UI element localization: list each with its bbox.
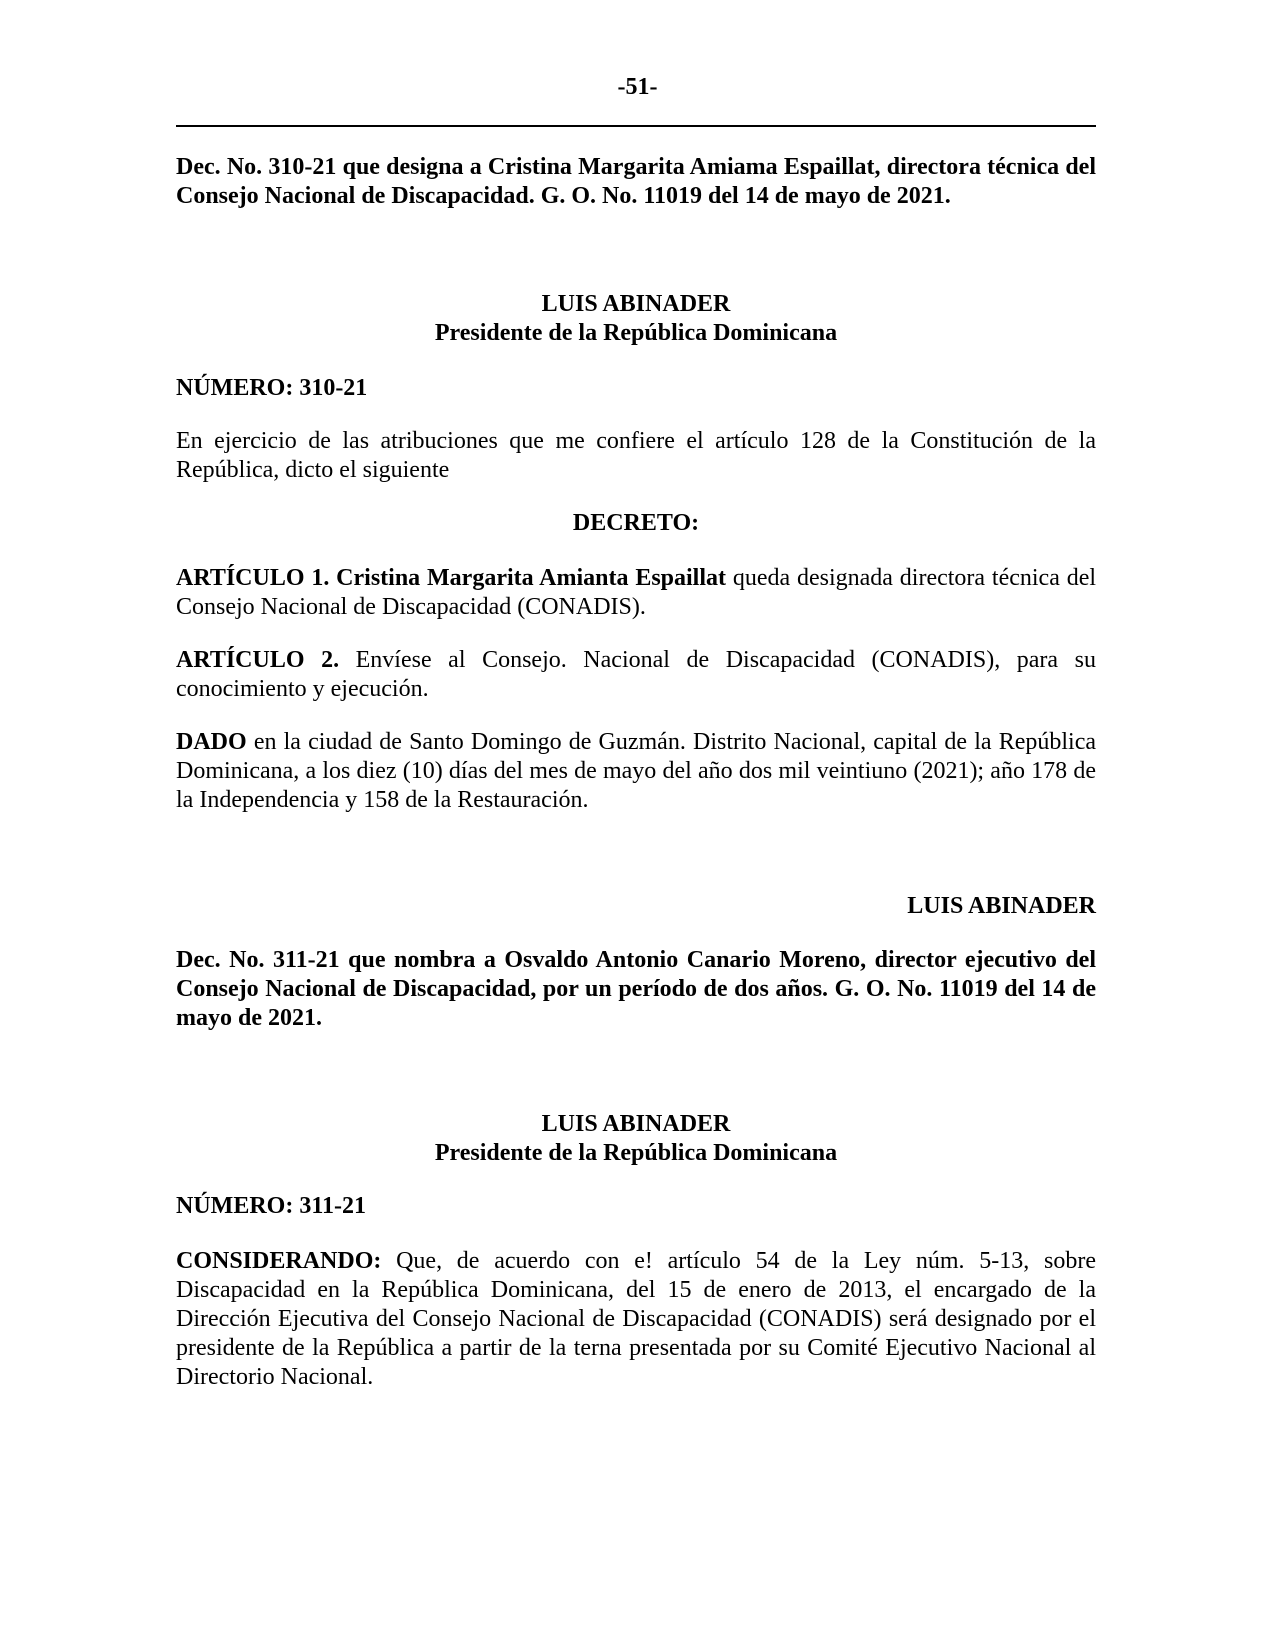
president-title-2: Presidente de la República Dominicana <box>434 1140 838 1166</box>
decreto-label: DECRETO: <box>572 510 700 536</box>
decree-intro: En ejercicio de las atribuciones que me confiere el artículo 128 de la Constitución de la República, dicto el siguiente <box>176 428 1096 483</box>
president-name: LUIS ABINADER <box>541 291 731 317</box>
decree-number-2: NÚMERO: 311-21 <box>176 1193 366 1219</box>
president-title: Presidente de la República Dominicana <box>434 320 838 346</box>
article-1-text: queda designada directora técnica del Consejo Nacional de Discapacidad (CONADIS). <box>176 565 1097 620</box>
header-rule <box>176 125 1096 127</box>
president-block <box>176 290 1096 348</box>
considerando-label: CONSIDERANDO: <box>176 1248 382 1274</box>
considerando-paragraph <box>176 1247 1096 1392</box>
page-number: -51- <box>617 74 658 100</box>
article-2 <box>176 646 1096 704</box>
president-block-2 <box>176 1110 1096 1168</box>
article-2-label: ARTÍCULO 2. <box>176 647 340 673</box>
president-name-2: LUIS ABINADER <box>541 1111 731 1137</box>
signature: LUIS ABINADER <box>907 893 1096 919</box>
considerando-text: Que, de acuerdo con e! artículo 54 de la Ley núm. 5-13, sobre Discapacidad en la República Dominicana, del 15 de enero de 2013, el encargado de la Dirección Ejecutiva del Consejo Nacional de Discapacidad (CONADIS) será designado por el presidente de la República a partir de la terna presentada por su Comité Ejecutivo Nacional al Directorio Nacional. <box>176 1248 1096 1390</box>
decree-number: NÚMERO: 310-21 <box>176 375 368 401</box>
decree-heading: Dec. No. 310-21 que designa a Cristina Margarita Amiama Espaillat, directora técnica del Consejo Nacional de Discapacidad. G. O. No. 11019 del 14 de mayo de 2021. <box>176 154 1096 209</box>
article-2-text: Envíese al Consejo. Nacional de Discapacidad (CONADIS), para su conocimiento y ejecución. <box>176 647 1096 702</box>
decree-heading-2: Dec. No. 311-21 que nombra a Osvaldo Antonio Canario Moreno, director ejecutivo del Consejo Nacional de Discapacidad, por un período de dos años. G. O. No. 11019 del 14 de mayo de 2021. <box>176 947 1096 1031</box>
article-1-label: ARTÍCULO 1. Cristina Margarita Amianta Espaillat <box>176 565 727 591</box>
article-1 <box>176 564 1096 622</box>
dado-text: en la ciudad de Santo Domingo de Guzmán. Distrito Nacional, capital de la República Dominicana, a los diez (10) días del mes de mayo del año dos mil veintiuno (2021); año 178 de la Independencia y 158 de la Restauración. <box>176 729 1096 813</box>
dado-label: DADO <box>176 729 247 755</box>
dado-paragraph <box>176 728 1096 815</box>
